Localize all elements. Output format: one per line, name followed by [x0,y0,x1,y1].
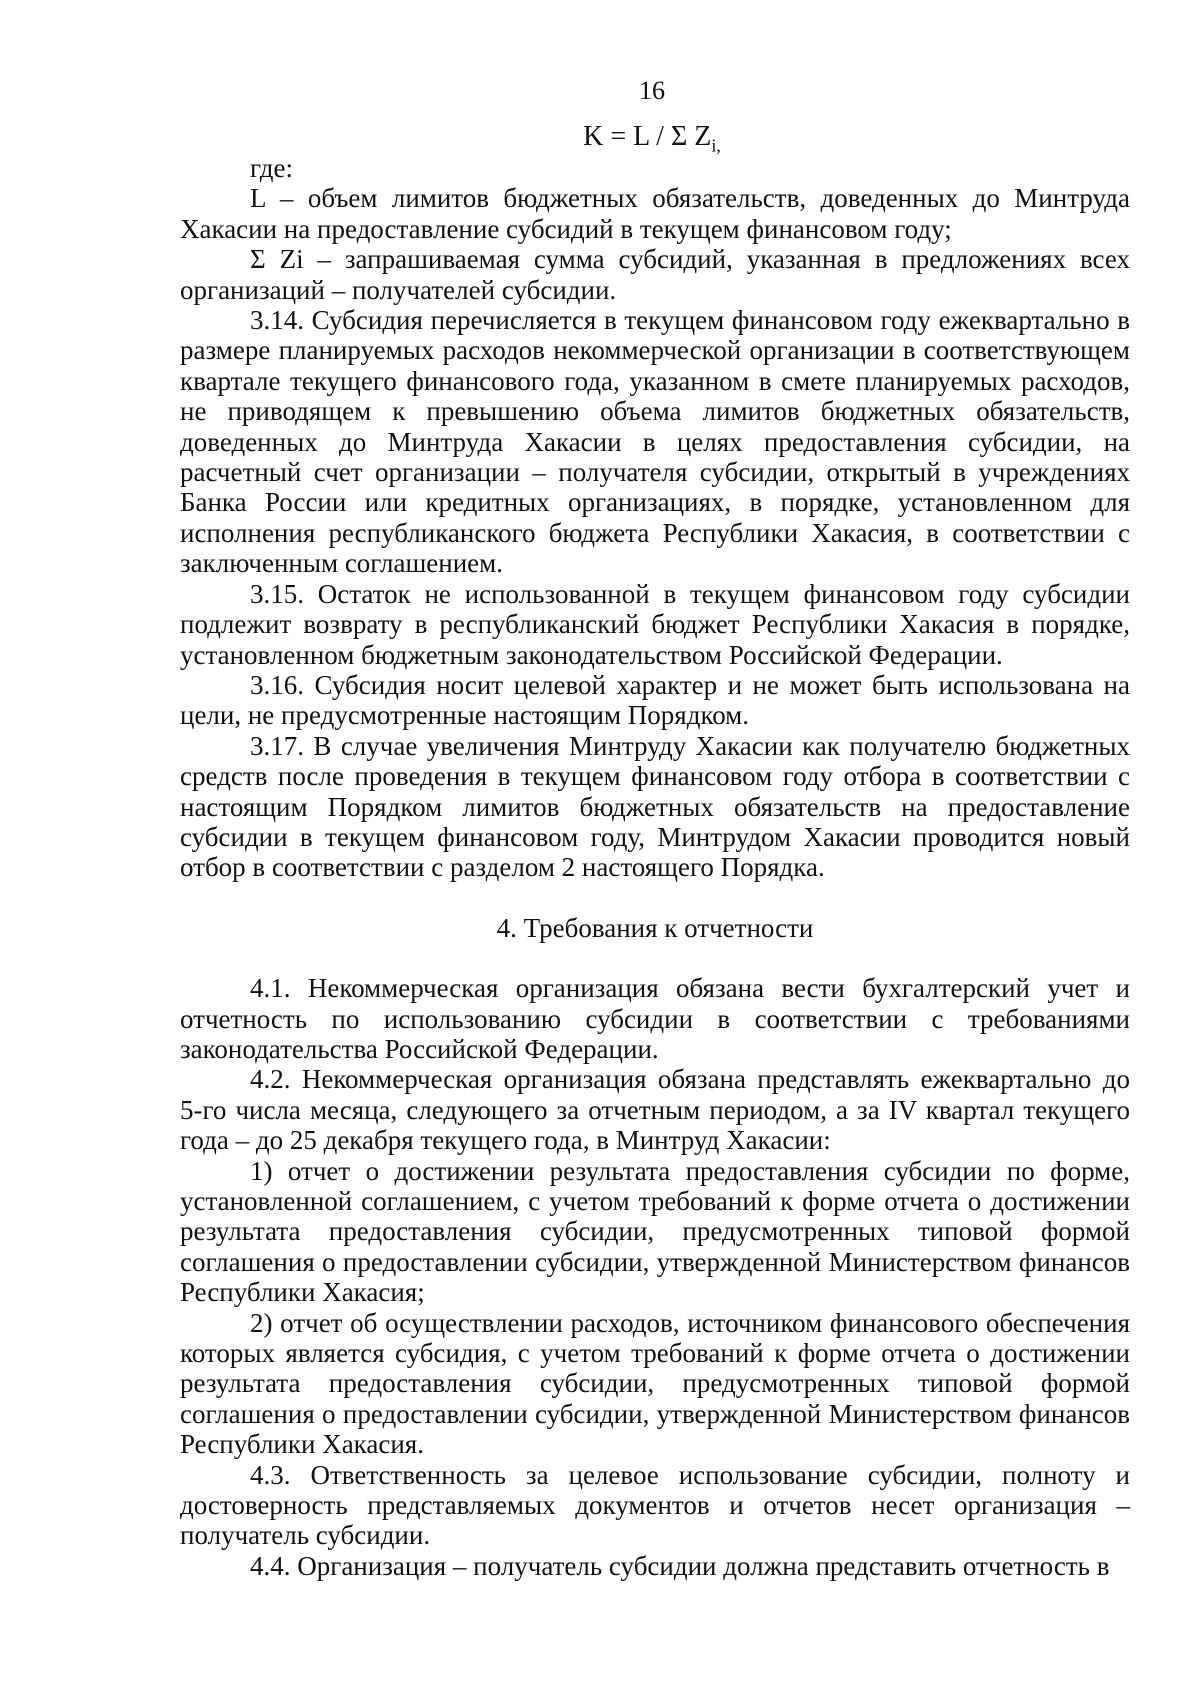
paragraph-4-2-item-1: 1) отчет о достижении результата предоставления субсидии по форме, установленной соглашением, с учетом требований к форме отчета о достижении результата предоставления субсидии, предусмотренных типовой формой соглашения о предоставлении субсидии, утвержденной Министерством финансов Республики Хакасия; [180,1155,1130,1308]
paragraph-4-2: 4.2. Некоммерческая организация обязана представлять ежеквартально до 5-го числа месяца, следующего за отчетным периодом, а за IV квартал текущего года – до 25 декабря текущего года, в Минтруд Хакасии: [180,1064,1130,1156]
formula-subscript: i, [711,135,721,156]
paragraph-3-15: 3.15. Остаток не использованной в текущем финансовом году субсидии подлежит возврату в республиканский бюджет Республики Хакасия в порядке, установленном бюджетным законодательством Российской Федерации. [180,578,1130,670]
formula [52,121,1200,156]
formula-expression: K = L / Σ Z [583,121,712,152]
paragraph-3-14: 3.14. Субсидия перечисляется в текущем финансовом году ежеквартально в размере планируемых расходов некоммерческой организации в соответствующем квартале текущего финансового года, указанном в смете планируемых расходов, не приводящем к превышению объема лимитов бюджетных обязательств, доведенных до Минтруда Хакасии в целях предоставления субсидии, на расчетный счет организации – получателя субсидии, открытый в учреждениях Банка России или кредитных организациях, в порядке, установленном для исполнения республиканского бюджета Республики Хакасия, в соответствии с заключенным соглашением. [180,305,1130,579]
page-number: 16 [639,76,665,105]
paragraph-4-3: 4.3. Ответственность за целевое использование субсидии, полноту и достоверность представляемых документов и отчетов несет организация – получатель субсидии. [180,1459,1130,1551]
section-title-reporting: 4. Требования к отчетности [496,912,814,943]
paragraph-3-16: 3.16. Субсидия носит целевой характер и не может быть использована на цели, не предусмотренные настоящим Порядком. [180,669,1130,731]
paragraph-4-2-item-2: 2) отчет об осуществлении расходов, источником финансового обеспечения которых является субсидия, с учетом требований к форме отчета о достижении результата предоставления субсидии, предусмотренных типовой формой соглашения о предоставлении субсидии, утвержденной Министерством финансов Республики Хакасия. [180,1307,1130,1460]
paragraph-l-definition: L – объем лимитов бюджетных обязательств, доведенных до Минтруда Хакасии на предоставление субсидий в текущем финансовом году; [180,183,1130,244]
body-text [180,153,1130,1581]
paragraph-4-1: 4.1. Некоммерческая организация обязана вести бухгалтерский учет и отчетность по использованию субсидии в соответствии с требованиями законодательства Российской Федерации. [180,973,1130,1064]
paragraph-3-17: 3.17. В случае увеличения Минтруду Хакасии как получателю бюджетных средств после проведения в текущем финансовом году отбора в соответствии с настоящим Порядком лимитов бюджетных обязательств на предоставление субсидии в текущем финансовом году, Минтрудом Хакасии проводится новый отбор в соответствии с разделом 2 настоящего Порядка. [180,730,1130,883]
paragraph-4-4: 4.4. Организация – получатель субсидии должна представить отчетность в [250,1550,1110,1581]
paragraph-where: где: [250,153,293,183]
paragraph-zi-definition: Σ Zi – запрашиваемая сумма субсидий, указанная в предложениях всех организаций – получателей субсидии. [180,244,1130,305]
